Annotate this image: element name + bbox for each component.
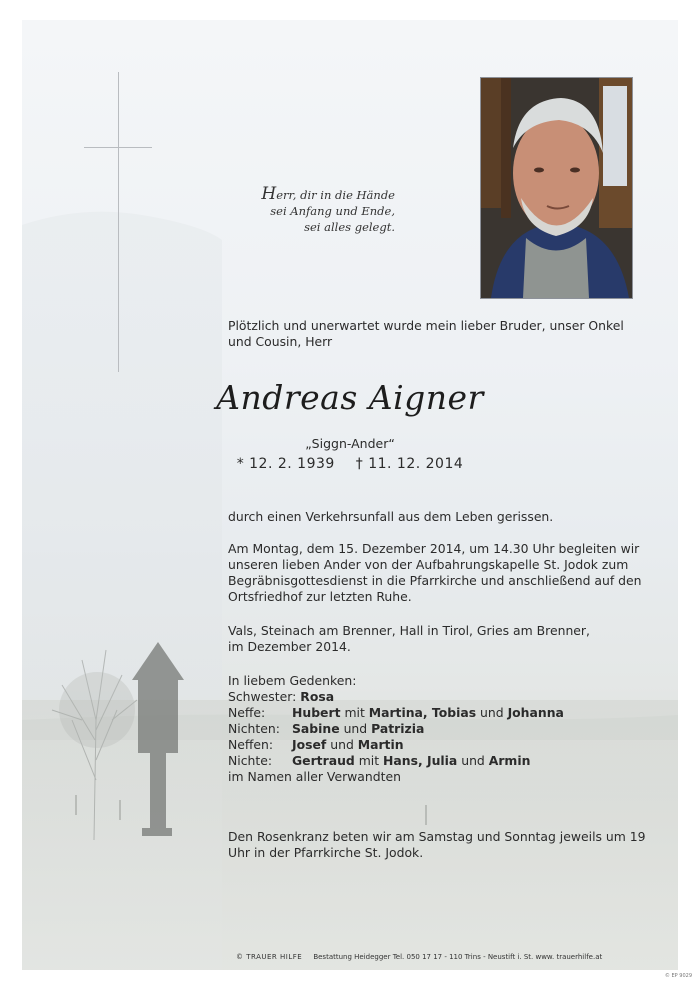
mourner-name: Johanna xyxy=(507,705,564,720)
mourner-row xyxy=(228,737,648,753)
verse-initial: H xyxy=(261,184,277,204)
mourner-conjunction: und xyxy=(476,705,508,720)
mourner-relation: Schwester: xyxy=(228,689,297,704)
mourner-relation: Neffe: xyxy=(228,705,266,720)
document-code: © EP 9029 xyxy=(664,973,692,979)
footer-info: Bestattung Heidegger Tel. 050 17 17 - 110 Trins - Neustift i. St. www. trauerhilfe.at xyxy=(313,953,603,961)
mourner-names xyxy=(292,721,424,737)
cross-horizontal-bar xyxy=(84,147,152,148)
cause-paragraph: durch einen Verkehrsunfall aus dem Leben gerissen. xyxy=(228,509,554,524)
deceased-name: Andreas Aigner xyxy=(216,378,484,417)
mourner-names xyxy=(292,705,564,721)
mourner-conjunction: mit xyxy=(354,753,384,768)
mourner-name: Hans, Julia xyxy=(383,753,458,768)
mourners-rows xyxy=(228,689,648,769)
mourner-conjunction: mit xyxy=(340,705,369,720)
mourner-name: Gertraud xyxy=(292,753,355,768)
mourner-relation: Nichte: xyxy=(228,753,273,768)
mourner-name: Patrizia xyxy=(371,721,425,736)
mourner-name: Hubert xyxy=(292,705,341,720)
mourner-relation: Nichten: xyxy=(228,721,280,736)
mourners-list xyxy=(228,673,648,785)
footer-logo: © TRAUER HILFE xyxy=(236,953,303,961)
mourner-name: Martin xyxy=(357,737,404,752)
date-line: im Dezember 2014. xyxy=(228,639,351,654)
mourners-closing: im Namen aller Verwandten xyxy=(228,769,401,784)
verse-line-2: sei Anfang und Ende, xyxy=(270,204,395,218)
mourner-row xyxy=(228,721,648,737)
mourner-conjunction: und xyxy=(339,721,372,736)
mourner-row xyxy=(228,689,648,705)
mourner-names xyxy=(300,689,334,705)
verse-line-1-rest: err, dir in die Hände xyxy=(276,188,395,202)
mourners-heading: In liebem Gedenken: xyxy=(228,673,357,688)
funeral-paragraph: Am Montag, dem 15. Dezember 2014, um 14.30 Uhr begleiten wir unseren lieben Ander von der Aufbahrungskapelle St. Jodok zum Begräbnisgottesdienst in die Pfarrkirche und anschließend auf den Ortsfriedhof zur letzten Ruhe. xyxy=(228,541,642,604)
mourner-name: Armin xyxy=(488,753,531,768)
nickname: „Siggn-Ander“ xyxy=(305,436,395,451)
cross-vertical-bar xyxy=(118,72,119,372)
footer xyxy=(236,953,656,961)
verse-line-3: sei alles gelegt. xyxy=(304,220,395,234)
birth-date: * 12. 2. 1939 xyxy=(236,456,335,472)
mourner-relation: Neffen: xyxy=(228,737,274,752)
place-date-paragraph xyxy=(228,623,648,655)
intro-text: Plötzlich und unerwartet wurde mein lieber Bruder, unser Onkel und Cousin, Herr xyxy=(228,318,624,349)
rosary-paragraph: Den Rosenkranz beten wir am Samstag und Sonntag jeweils um 19 Uhr in der Pfarrkirche St. Jodok. xyxy=(228,829,646,860)
mourner-names xyxy=(292,737,404,753)
portrait-photo xyxy=(480,77,633,299)
verse-line-1 xyxy=(230,186,395,203)
portrait-illustration xyxy=(481,78,632,298)
mourner-row xyxy=(228,753,648,769)
mourner-names xyxy=(292,753,530,769)
mourner-conjunction: und xyxy=(326,737,358,752)
mourner-name: Sabine xyxy=(292,721,340,736)
life-dates xyxy=(0,456,700,472)
mourner-name: Rosa xyxy=(300,689,335,704)
place-line: Vals, Steinach am Brenner, Hall in Tirol, Gries am Brenner, xyxy=(228,623,590,638)
verse xyxy=(230,186,395,235)
death-date: † 11. 12. 2014 xyxy=(355,456,464,472)
mourner-name: Martina, Tobias xyxy=(368,705,477,720)
mourner-row xyxy=(228,705,648,721)
mourner-conjunction: und xyxy=(457,753,489,768)
mourner-name: Josef xyxy=(292,737,327,752)
